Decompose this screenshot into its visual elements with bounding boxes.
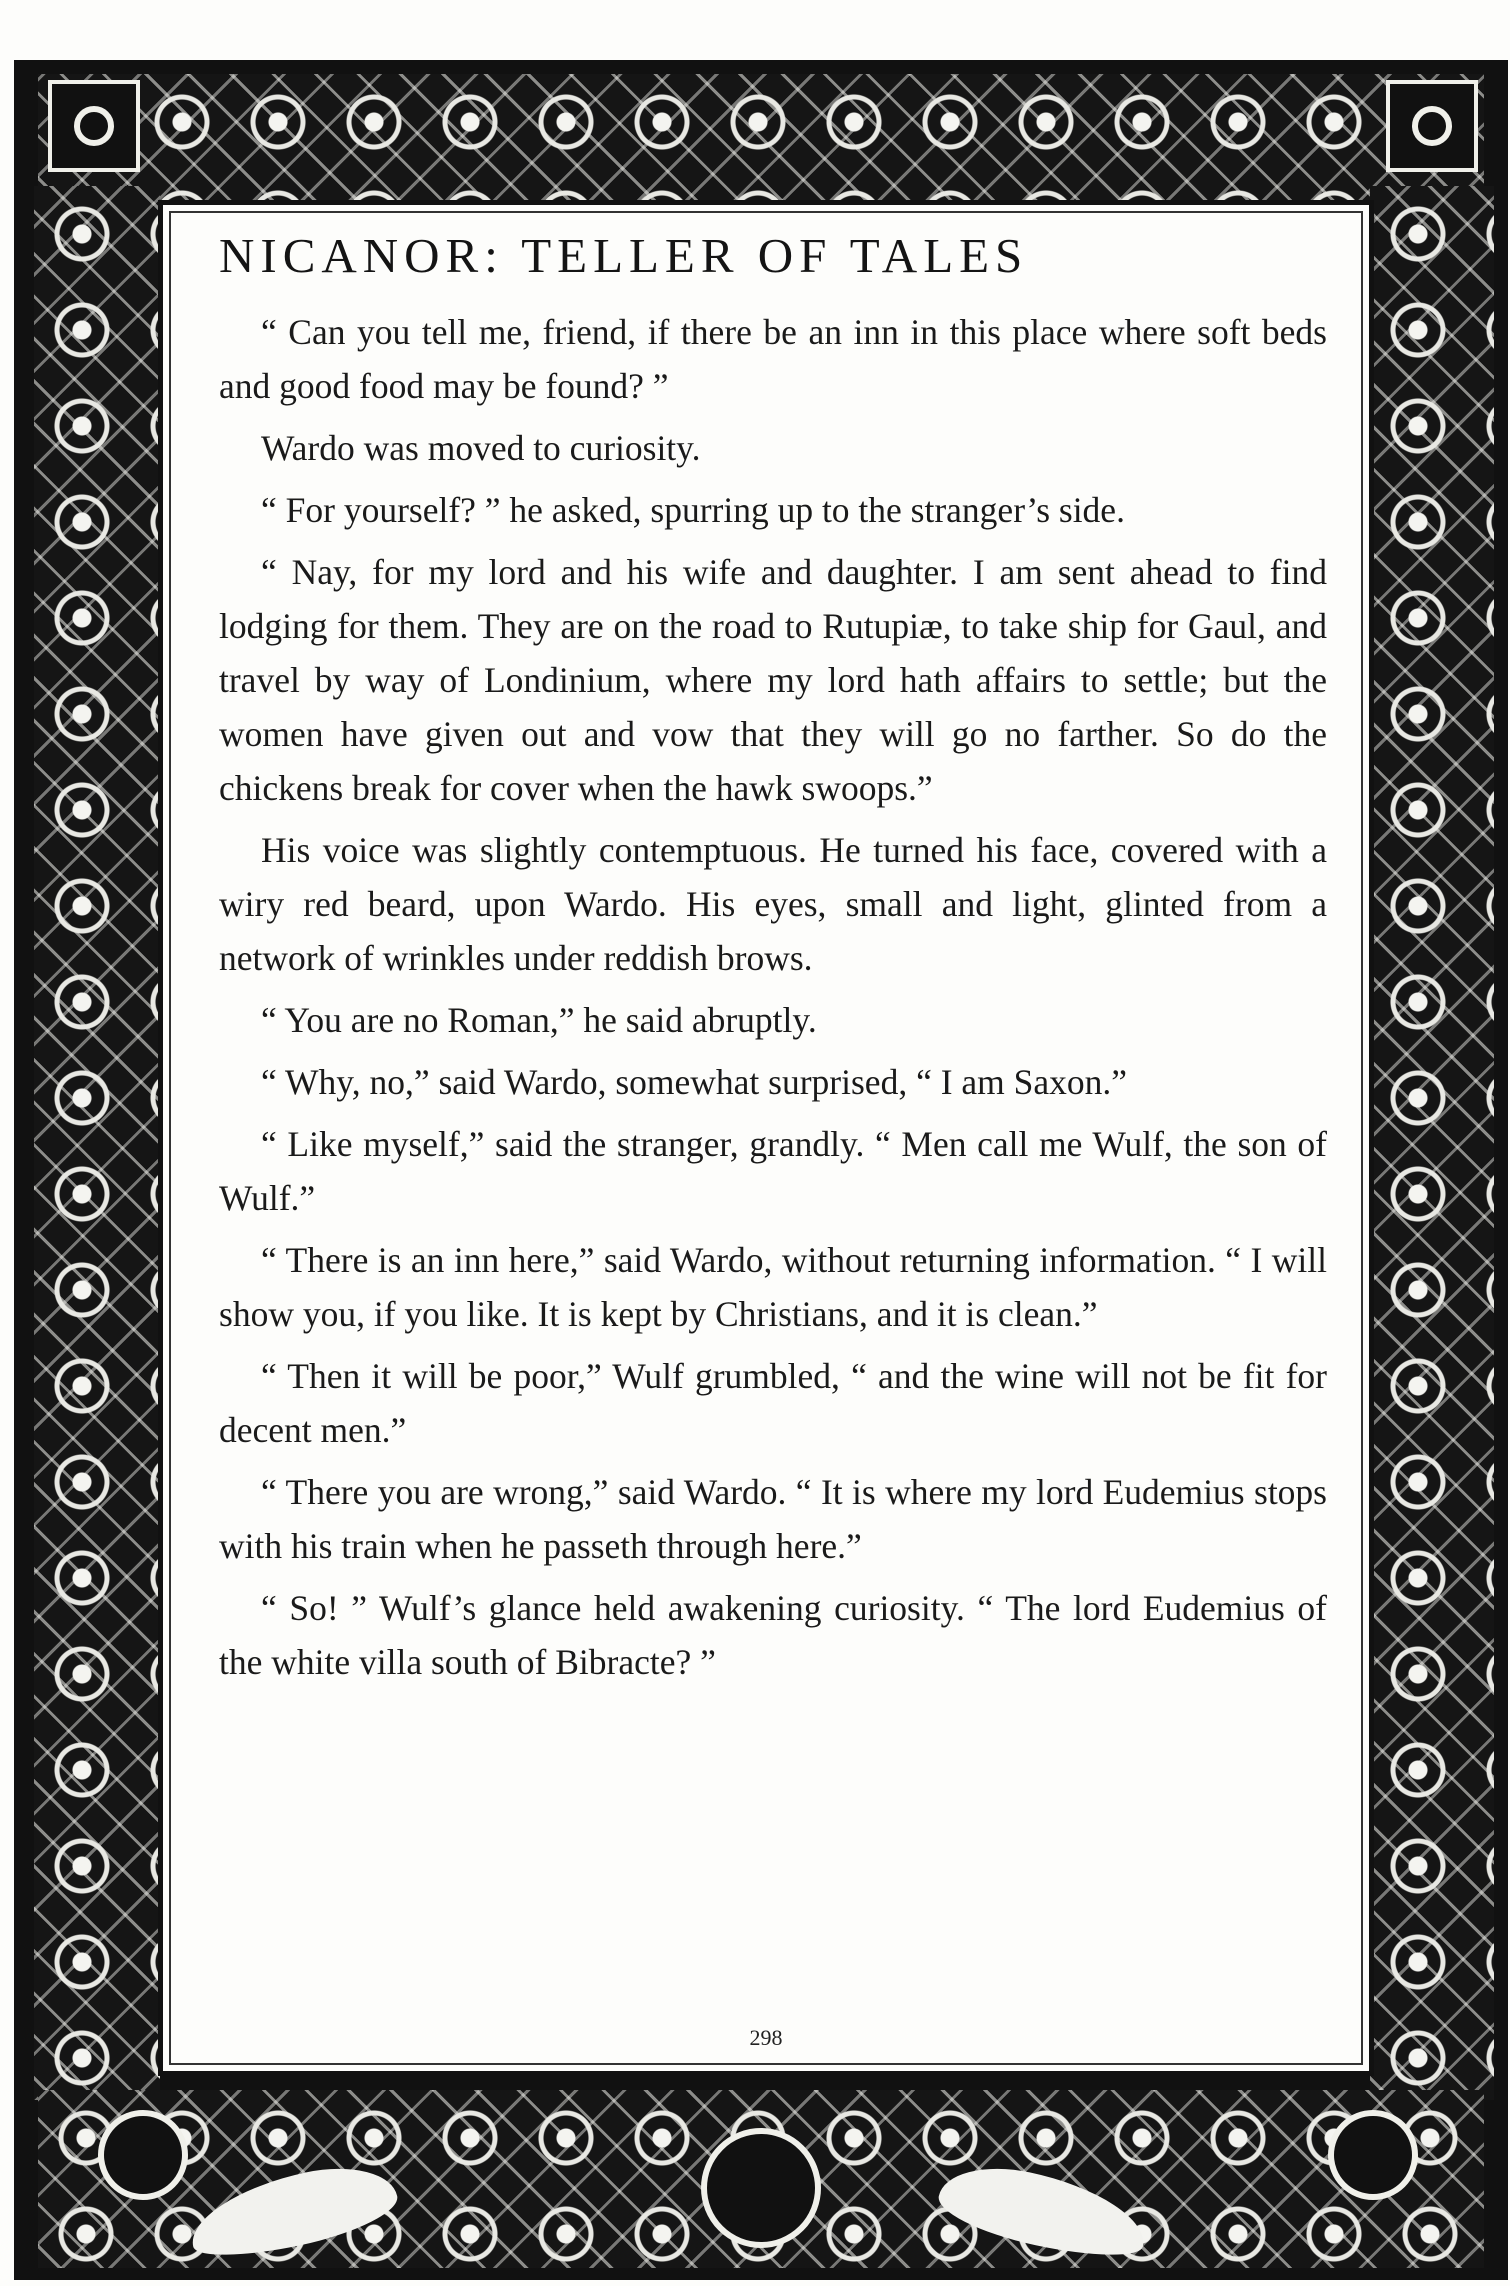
peacock-ornament-right (933, 2155, 1153, 2267)
running-head: NICANOR: TELLER OF TALES (219, 228, 1029, 283)
page-number: 298 (749, 2025, 783, 2050)
rose-medallion-center (701, 2128, 821, 2248)
top-floral-border (38, 74, 1484, 200)
right-floral-border (1370, 186, 1494, 2100)
paragraph: “ For yourself? ” he asked, spurring up to the stranger’s side. (261, 490, 1125, 530)
bottom-peacock-border (38, 2090, 1484, 2268)
rose-medallion-left (98, 2110, 188, 2200)
rose-medallion-right (1328, 2110, 1418, 2200)
corner-rose-top-left (48, 80, 140, 172)
paragraph: “ There is an inn here,” said Wardo, without returning information. “ I will show you, if you like. It is kept by Christians, and it is clean.” (219, 1240, 1327, 1334)
paragraph: “ So! ” Wulf’s glance held awakening curiosity. “ The lord Eudemius of the white villa south of Bibracte? ” (219, 1588, 1327, 1682)
paragraph: Wardo was moved to curiosity. (261, 428, 701, 468)
paragraph: “ Like myself,” said the stranger, grandly. “ Men call me Wulf, the son of Wulf.” (219, 1124, 1327, 1218)
text-panel (158, 200, 1374, 2076)
peacock-ornament-left (183, 2155, 403, 2267)
paragraph: “ Why, no,” said Wardo, somewhat surprised, “ I am Saxon.” (261, 1062, 1128, 1102)
paragraph: “ Then it will be poor,” Wulf grumbled, “ and the wine will not be fit for decent men.” (219, 1356, 1327, 1450)
paragraph: “ Can you tell me, friend, if there be an inn in this place where soft beds and good food may be found? ” (219, 312, 1327, 406)
paragraph: “ You are no Roman,” he said abruptly. (261, 1000, 817, 1040)
body-text (219, 305, 1327, 1697)
corner-rose-top-right (1386, 80, 1478, 172)
paragraph: “ Nay, for my lord and his wife and daughter. I am sent ahead to find lodging for them. They are on the road to Rutupiæ, to take ship for Gaul, and travel by way of Londinium, where my lord hath affairs to settle; but the women have given out and vow that they will go no farther. So do the chickens break for cover when the hawk swoops.” (219, 552, 1327, 808)
paragraph: His voice was slightly contemptuous. He turned his face, covered with a wiry red beard, upon Wardo. His eyes, small and light, glinted from a network of wrinkles under reddish brows. (219, 830, 1327, 978)
paragraph: “ There you are wrong,” said Wardo. “ It is where my lord Eudemius stops with his train when he passeth through here.” (219, 1472, 1327, 1566)
left-floral-border (34, 186, 160, 2100)
